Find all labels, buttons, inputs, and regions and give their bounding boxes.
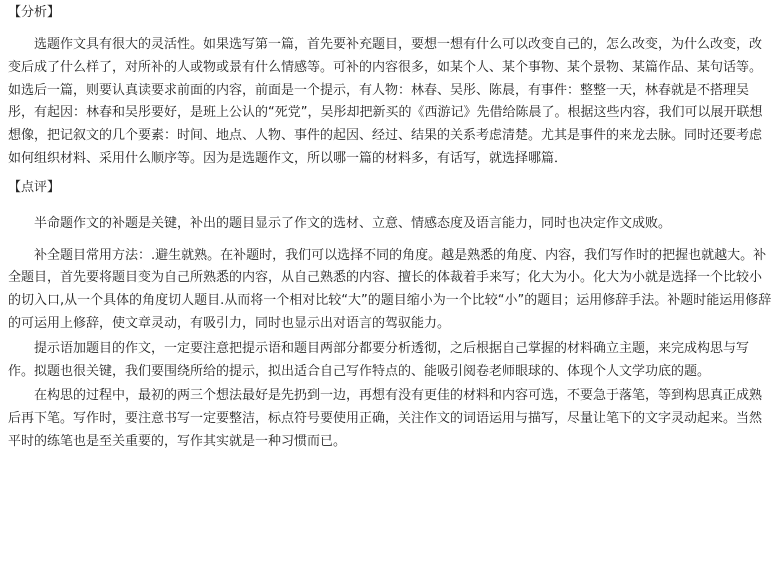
analysis-paragraph: 选题作文具有很大的灵活性。如果选写第一篇，首先要补充题目，要想一想有什么可以改变自己的，怎么改变，为什么改变，改变后成了什么样了，对所补的人或物或景有什么情感等。可补的内容很多，如某个人、某个事物、某个景物、某篇作品、某句话等。如选后一篇，则要认真读要求前面的内容，前面是一个提示，有人物：林春、吴彤、陈晨，有事件：整整一天，林春就是不搭理吴彤，有起因：林春和吴彤要好，是班上公认的“死党”，吴彤却把新买的《西游记》先借给陈晨了。根据这些内容，我们可以展开联想想像，把记叙文的几个要素：时间、地点、人物、事件的起因、经过、结果的关系考虑清楚。尤其是事件的来龙去脉。同时还要考虑如何组织材料、采用什么顺序等。因为是选题作文，所以哪一篇的材料多，有话写，就选择哪篇． <box>8 37 763 166</box>
comment-paragraph-1: 半命题作文的补题是关键，补出的题目显示了作文的选材、立意、情感态度及语言能力，同时也决定作文成败。 <box>34 215 672 231</box>
comment-paragraph-4: 在构思的过程中，最初的两三个想法最好是先扔到一边，再想有没有更佳的材料和内容可选，不要急于落笔，等到构思真正成熟后再下笔。写作时，要注意书写一定要整洁，标点符号要使用正确，关注作文的词语运用与描写，尽量让笔下的文字灵动起来。当然平时的练笔也是至关重要的，写作其实就是一种习惯而已。 <box>8 388 763 449</box>
comment-heading: 【点评】 <box>8 179 61 195</box>
comment-paragraph-3: 提示语加题目的作文，一定要注意把提示语和题目两部分都要分析透彻，之后根据自己掌握的材料确立主题，来完成构思与写作。拟题也很关键，我们要围绕所给的提示，拟出适合自己写作特点的、能吸引阅卷老师眼球的、体现个人文学功底的题。 <box>8 340 750 379</box>
comment-paragraph-2: 补全题目常用方法：.避生就熟。在补题时，我们可以选择不同的角度。越是熟悉的角度、内容，我们写作时的把握也就越大。补全题目，首先要将题目变为自己所熟悉的内容，从自己熟悉的内容、擅长的体裁着手来写；化大为小。化大为小就是选择一个比较小的切入口,从一个具体的角度切人题目.从而将一个相对比较“大”的题目缩小为一个比较“小”的题目；运用修辞手法。补题时能运用修辞的可运用上修辞，使文章灵动，有吸引力，同时也显示出对语言的驾驭能力。 <box>8 247 772 331</box>
analysis-heading: 【分析】 <box>8 5 61 20</box>
